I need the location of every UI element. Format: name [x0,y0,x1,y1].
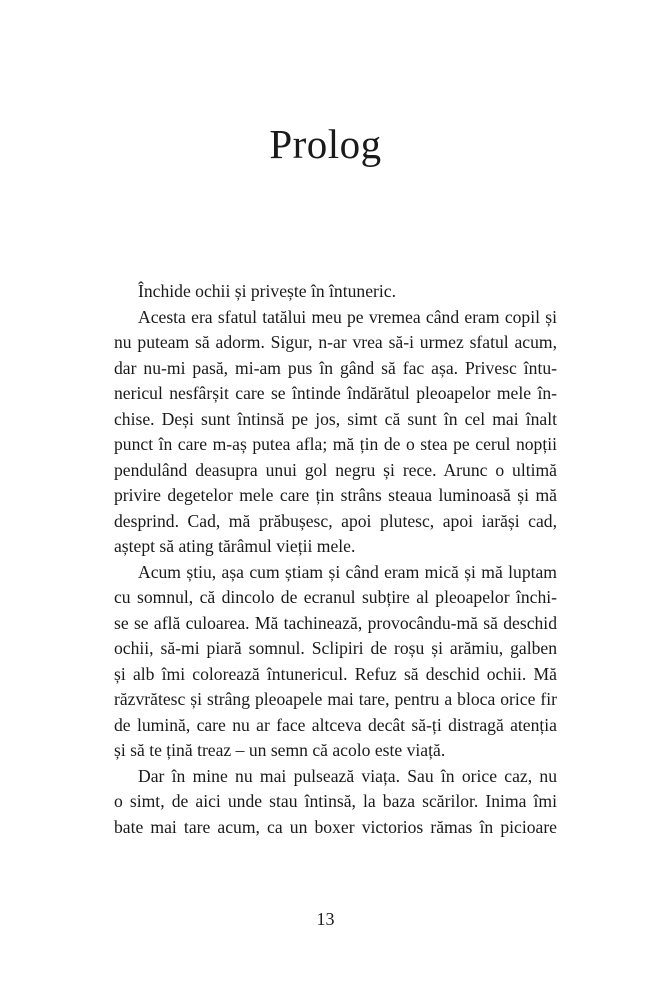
text-line: o simt, de aici unde stau întinsă, la baza scărilor. Inima îmi [114,791,557,811]
text-line: nu puteam să adorm. Sigur, n-ar vrea să-i urmez sfatul acum, [114,332,557,352]
chapter-title: Prolog [269,121,382,167]
paragraph [114,560,557,764]
text-line: Închide ochii și privește în întuneric. [138,281,396,301]
text-line: bate mai tare acum, ca un boxer victorios rămas în picioare [114,816,557,837]
text-line: răzvrătesc și strâng pleoapele mai tare, pentru a bloca orice fir [114,689,557,709]
text-line: se se află culoarea. Mă tachinează, provocându-mă să deschid [114,612,557,633]
text-line: aștept să ating tărâmul vieții mele. [114,536,356,556]
text-line: Dar în mine nu mai pulsează viața. Sau în orice caz, nu [138,765,557,786]
paragraph [114,279,557,305]
text-line: Acesta era sfatul tatălui meu pe vremea când eram copil și [138,306,557,327]
text-line: și alb îmi colorează întunericul. Refuz să deschid ochii. Mă [114,663,557,684]
text-line: punct în care m-aș putea afla; mă țin de o stea pe cerul nopții [114,434,557,454]
text-line: de lumină, care nu ar face altceva decât să-ți distragă atenția [114,714,557,735]
text-line: cu somnul, că dincolo de ecranul subțire al pleoapelor închi- [114,587,557,607]
chapter-body [114,279,557,840]
text-line: dar nu-mi pasă, mi-am pus în gând să fac așa. Privesc întu- [114,357,557,378]
text-line: ochii, să-mi piară somnul. Sclipiri de roșu și arămiu, galben [114,638,557,658]
text-line: pendulând deasupra unui gol negru și rece. Arunc o ultimă [114,459,557,480]
page-number: 13 [316,909,335,929]
text-line: privire degetelor mele care țin strâns steaua luminoasă și mă [114,485,557,505]
text-line: Acum știu, așa cum știam și când eram mică și mă luptam [138,561,557,582]
paragraph [114,305,557,560]
text-line: chise. Deși sunt întinsă pe jos, simt că sunt în cel mai înalt [114,408,557,429]
text-line: și să te țină treaz – un semn că acolo este viață. [114,740,446,760]
text-line: desprind. Cad, mă prăbușesc, apoi plutesc, apoi iarăși cad, [114,510,557,531]
text-line: nericul nesfârșit care se întinde îndărătul pleoapelor mele în- [114,383,557,403]
paragraph [114,764,557,841]
